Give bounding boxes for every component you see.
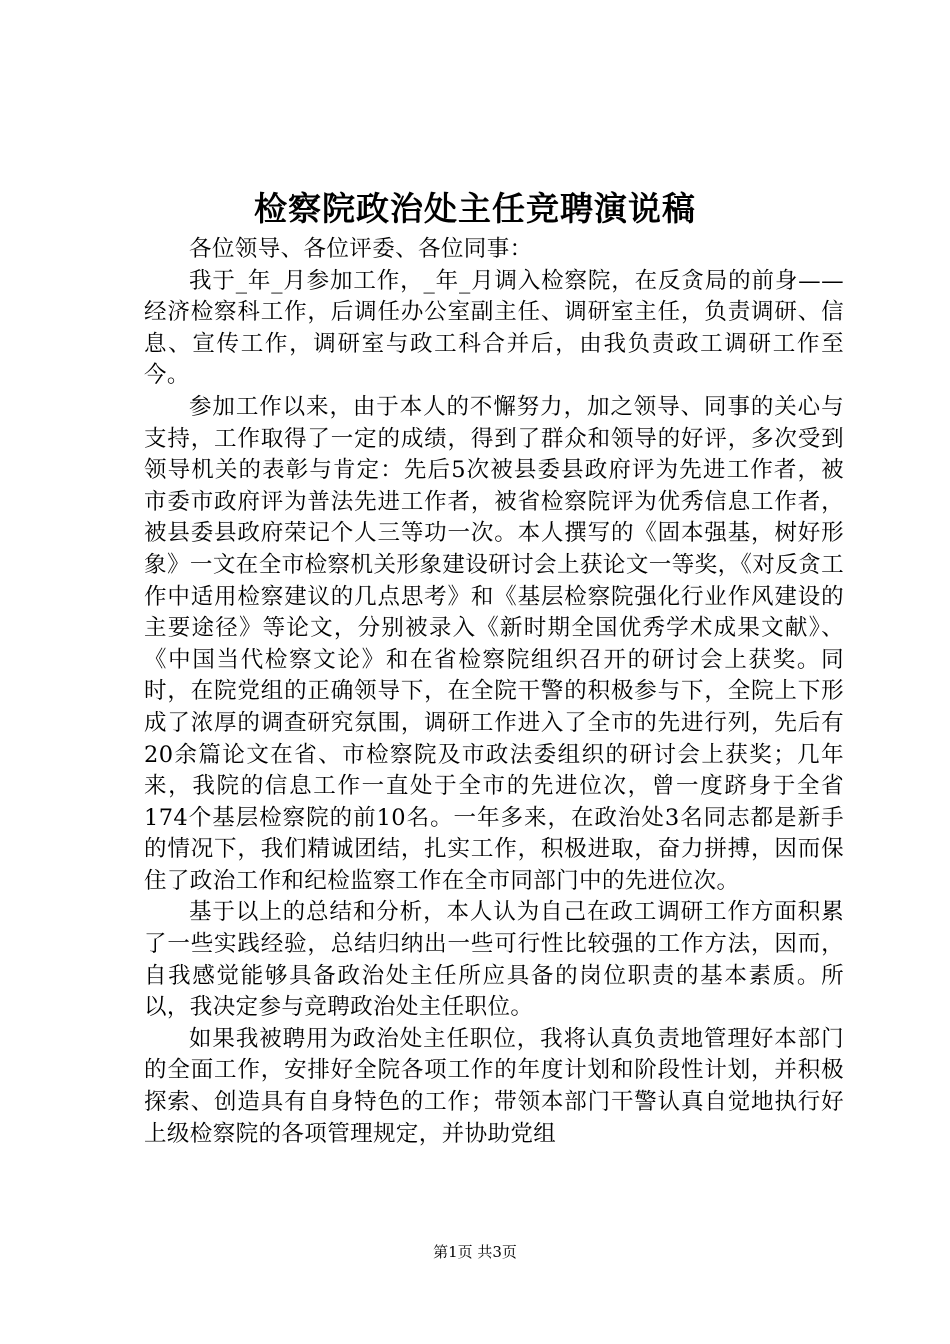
self-assessment-paragraph: 基于以上的总结和分析，本人认为自己在政工调研工作方面积累了一些实践经验，总结归纳出一些可行性比较强的工作方法，因而，自我感觉能够具备政治处主任所应具备的岗位职责的基本素质。所以，我决定参与竞聘政治处主任职位。 xyxy=(144,899,844,1021)
page-footer: 第1页 共3页 xyxy=(433,1243,517,1261)
salutation-paragraph: 各位领导、各位评委、各位同事： xyxy=(189,236,533,262)
work-history-paragraph: 我于_年_月参加工作，_年_月调入检察院，在反贪局的前身——经济检察科工作，后调任办公室副主任、调研室主任，负责调研、信息、宣传工作，调研室与政工科合并后，由我负责政工调研工作至今。 xyxy=(144,267,844,389)
document-body xyxy=(144,234,844,1150)
plans-paragraph: 如果我被聘用为政治处主任职位，我将认真负责地管理好本部门的全面工作，安排好全院各项工作的年度计划和阶段性计划，并积极探索、创造具有自身特色的工作；带领本部门干警认真自觉地执行好上级检察院的各项管理规定，并协助党组 xyxy=(144,1025,844,1147)
document-title: 检察院政治处主任竞聘演说稿 xyxy=(254,189,696,228)
achievements-paragraph: 参加工作以来，由于本人的不懈努力，加之领导、同事的关心与支持，工作取得了一定的成绩，得到了群众和领导的好评，多次受到领导机关的表彰与肯定：先后5次被县委县政府评为先进工作者，被市委市政府评为普法先进工作者，被省检察院评为优秀信息工作者，被县委县政府荣记个人三等功一次。本人撰写的《固本强基，树好形象》一文在全市检察机关形象建设研讨会上获论文一等奖，《对反贪工作中适用检察建议的几点思考》和《基层检察院强化行业作风建设的主要途径》等论文，分别被录入《新时期全国优秀学术成果文献》、《中国当代检察文论》和在省检察院组织召开的研讨会上获奖。同时，在院党组的正确领导下，在全院干警的积极参与下，全院上下形成了浓厚的调查研究氛围，调研工作进入了全市的先进行列，先后有20余篇论文在省、市检察院及市政法委组织的研讨会上获奖；几年来，我院的信息工作一直处于全市的先进位次，曾一度跻身于全省174个基层检察院的前10名。一年多来，在政治处3名同志都是新手的情况下，我们精诚团结，扎实工作，积极进取，奋力拼搏，因而保住了政治工作和纪检监察工作在全市同部门中的先进位次。 xyxy=(144,393,844,894)
